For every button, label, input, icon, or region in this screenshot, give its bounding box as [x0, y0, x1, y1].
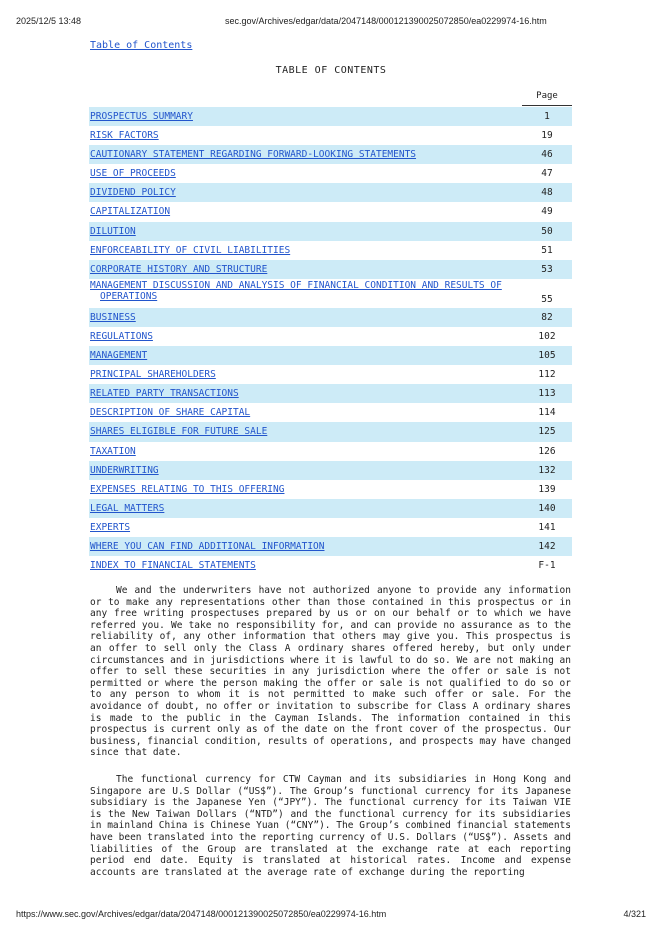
toc-page-number: 51 — [541, 244, 553, 256]
toc-row — [89, 346, 572, 365]
toc-entry-link[interactable]: UNDERWRITING — [90, 464, 159, 476]
toc-entry-link[interactable]: INDEX TO FINANCIAL STATEMENTS — [90, 560, 256, 572]
toc-entry-line2: OPERATIONS — [100, 290, 158, 302]
toc-row — [89, 327, 572, 346]
toc-row — [89, 107, 572, 126]
print-footer-url: https://www.sec.gov/Archives/edgar/data/2047148/000121390025072850/ea0229974-16.htm — [16, 909, 387, 919]
toc-page-number: 140 — [538, 502, 556, 514]
toc-entry-link[interactable]: DESCRIPTION OF SHARE CAPITAL — [90, 407, 251, 419]
toc-page-number: 126 — [538, 445, 556, 457]
toc-entry-link[interactable]: BUSINESS — [90, 311, 136, 323]
toc-page-number: 19 — [541, 130, 553, 142]
toc-entry-link[interactable]: PROSPECTUS SUMMARY — [90, 111, 193, 122]
page-column-rule — [522, 105, 572, 106]
disclaimer-paragraph: We and the underwriters have not authorized anyone to provide any information or to make any representations other than those contained in this prospectus or in any free writing prospectuses prepared by us or on our behalf or to which we have referred you. We take no responsibility for, and can provide no assurance as to the reliability of, any other information that others may give you. This prospectus is an offer to sell only the Class A ordinary shares offered hereby, but only under circumstances and in jurisdictions where it is lawful to do so. We are not making an offer to sell these securities in any jurisdiction where the offer or sale is not permitted or where the person making the offer or sale is not qualified to do so or to any person to whom it is not permitted to make such offer or sale. For the avoidance of doubt, no offer or invitation to subscribe for Class A ordinary shares is made to the public in the Cayman Islands. The information contained in this prospectus is current only as of the date on the front cover of the prospectus. Our business, financial condition, results of operations, and prospects may have changed since that date. — [90, 585, 571, 759]
toc-row — [89, 145, 572, 164]
toc-page-number: 1 — [544, 111, 550, 122]
toc-row — [89, 222, 572, 241]
toc-entry-link[interactable]: ENFORCEABILITY OF CIVIL LIABILITIES — [90, 244, 291, 256]
toc-row — [89, 164, 572, 183]
toc-entry-link[interactable]: REGULATIONS — [90, 330, 153, 342]
toc-entry-link[interactable]: PRINCIPAL SHAREHOLDERS — [90, 369, 216, 381]
print-header-url: sec.gov/Archives/edgar/data/2047148/000121390025072850/ea0229974-16.htm — [225, 16, 547, 26]
toc-page-number: 53 — [541, 263, 553, 275]
page-column-label: Page — [536, 91, 558, 101]
toc-heading: TABLE OF CONTENTS — [275, 65, 387, 76]
toc-row — [89, 241, 572, 260]
toc-entry-link[interactable] — [90, 280, 510, 302]
toc-entry-link[interactable]: MANAGEMENT — [90, 350, 148, 362]
toc-row — [89, 403, 572, 422]
toc-row — [89, 260, 572, 279]
toc-page-number: 82 — [541, 311, 553, 323]
toc-entry-link[interactable]: CAUTIONARY STATEMENT REGARDING FORWARD-LOOKING STATEMENTS — [90, 149, 417, 161]
print-page-indicator: 4/321 — [623, 909, 646, 919]
toc-page-number: 49 — [541, 206, 553, 218]
toc-entry-link[interactable]: TAXATION — [90, 445, 136, 457]
toc-row — [89, 556, 572, 575]
toc-entry-link[interactable]: LEGAL MATTERS — [90, 502, 165, 514]
toc-page-number: 55 — [541, 293, 553, 305]
toc-entry-line1: MANAGEMENT DISCUSSION AND ANALYSIS OF FINANCIAL CONDITION AND RESULTS OF — [90, 279, 502, 291]
toc-page-number: 132 — [538, 464, 556, 476]
toc-row — [89, 442, 572, 461]
toc-entry-link[interactable]: CORPORATE HISTORY AND STRUCTURE — [90, 263, 268, 275]
toc-row — [89, 183, 572, 202]
toc-entry-link[interactable]: USE OF PROCEEDS — [90, 168, 176, 180]
toc-row — [89, 126, 572, 145]
toc-row — [89, 499, 572, 518]
toc-row — [89, 461, 572, 480]
toc-entry-link[interactable]: DIVIDEND POLICY — [90, 187, 176, 199]
toc-page-number: 48 — [541, 187, 553, 199]
toc-page-number: 139 — [538, 483, 556, 495]
toc-row — [89, 480, 572, 499]
toc-page-number: 114 — [538, 407, 556, 419]
print-timestamp: 2025/12/5 13:48 — [16, 16, 82, 26]
toc-page-number: 105 — [538, 350, 556, 362]
toc-entry-link[interactable]: WHERE YOU CAN FIND ADDITIONAL INFORMATION — [90, 540, 325, 552]
toc-row — [89, 365, 572, 384]
toc-entry-link[interactable]: CAPITALIZATION — [90, 206, 171, 218]
toc-row — [89, 537, 572, 556]
toc-row — [89, 202, 572, 221]
toc-page-number: F-1 — [538, 560, 556, 572]
toc-entry-link[interactable]: SHARES ELIGIBLE FOR FUTURE SALE — [90, 426, 268, 438]
toc-page-number: 112 — [538, 369, 556, 381]
toc-row — [89, 308, 572, 327]
toc-page-number: 50 — [541, 225, 553, 237]
toc-page-number: 46 — [541, 149, 553, 161]
toc-page-number: 102 — [538, 330, 556, 342]
toc-page-number: 125 — [538, 426, 556, 438]
toc-page-number: 142 — [538, 540, 556, 552]
toc-page-number: 141 — [538, 521, 556, 533]
toc-row — [89, 384, 572, 403]
toc-entry-link[interactable]: EXPERTS — [90, 521, 131, 533]
toc-page-number: 47 — [541, 168, 553, 180]
toc-page-number: 113 — [538, 388, 556, 400]
toc-row — [89, 518, 572, 537]
toc-entry-link[interactable]: DILUTION — [90, 225, 136, 237]
table-of-contents-link[interactable]: Table of Contents — [90, 40, 193, 51]
currency-paragraph: The functional currency for CTW Cayman and its subsidiaries in Hong Kong and Singapore are U.S Dollar (“US$”). The Group’s functional currency for its Japanese subsidiary is the Japanese Yen (“JPY”). The functional currency for its Taiwan VIE is the New Taiwan Dollars (“NTD”) and the functional currency for its subsidiaries in mainland China is Chinese Yuan (“CNY”). The Group’s combined financial statements have been translated into the reporting currency of U.S. Dollars (“US$”). Assets and liabilities of the Group are translated at the exchange rate at each reporting period end date. Equity is translated at historical rates. Income and expense accounts are translated at the average rate of exchange during the reporting — [90, 774, 571, 878]
toc-table — [89, 107, 572, 575]
toc-entry-link[interactable]: EXPENSES RELATING TO THIS OFFERING — [90, 483, 285, 495]
toc-entry-link[interactable]: RELATED PARTY TRANSACTIONS — [90, 388, 239, 400]
toc-entry-link[interactable]: RISK FACTORS — [90, 130, 159, 142]
toc-row — [89, 422, 572, 441]
toc-row — [89, 279, 572, 308]
